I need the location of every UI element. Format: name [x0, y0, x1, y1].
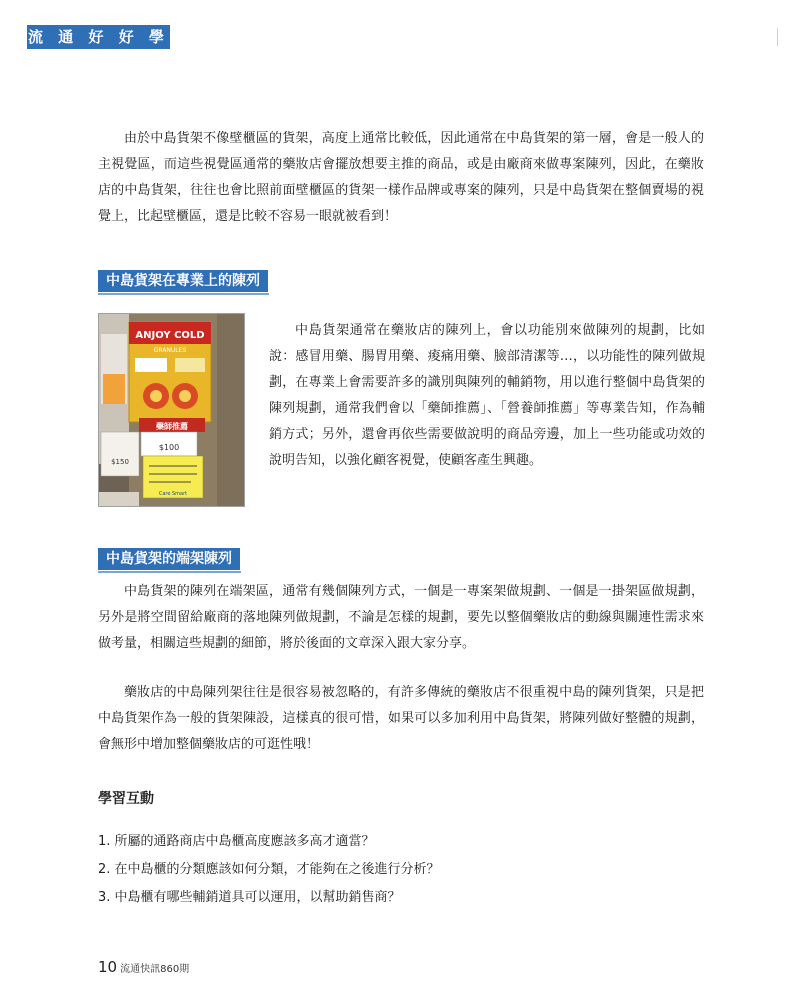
store-logo-text: Care Smart	[158, 491, 188, 497]
page-number: 10	[98, 958, 118, 976]
price-tag-a: $100	[158, 443, 180, 452]
issue-label: 流通快訊860期	[120, 964, 190, 975]
page-footer	[98, 957, 189, 976]
question-item: 1. 所屬的通路商店中島櫃高度應該多高才適當？	[98, 834, 375, 849]
section-tag: 流 通 好 好 學	[27, 25, 170, 49]
section2-heading: 中島貨架的端架陳列	[98, 548, 240, 570]
price-tag-b: $150	[111, 458, 129, 466]
section2-paragraph-1: 中島貨架的陳列在端架區，通常有幾個陳列方式，一個是一專案架做規劃、一個是一掛架區做規劃，另外是將空間留給廠商的落地陳列做規劃，不論是怎樣的規劃，要先以整個藥妝店的動線與關連性需求來做考量，相關這些規劃的細節，將於後面的文章深入跟大家分享。	[98, 584, 704, 651]
question-list	[98, 828, 440, 912]
question-item: 2. 在中島櫃的分類應該如何分類，才能夠在之後進行分析？	[98, 862, 440, 877]
box-brand-text: ANJOY COLD	[135, 330, 205, 341]
section1-heading: 中島貨架在專業上的陳列	[98, 270, 268, 292]
product-shelf-photo	[98, 313, 245, 507]
intro-paragraph: 由於中島貨架不像壁櫃區的貨架，高度上通常比較低，因此通常在中島貨架的第一層，會是一般人的主視覺區，而這些視覺區通常的藥妝店會擺放想要主推的商品，或是由廠商來做專案陳列，因此，在藥妝店的中島貨架，往往也會比照前面壁櫃區的貨架一樣作品牌或專案的陳列，只是中島貨架在整個賣場的視覺上，比起壁櫃區，還是比較不容易一眼就被看到！	[98, 131, 704, 224]
learning-heading: 學習互動	[98, 791, 154, 807]
corner-divider	[777, 28, 778, 46]
question-item: 3. 中島櫃有哪些輔銷道具可以運用，以幫助銷售商？	[98, 890, 401, 905]
box-sub-text: GRANULES	[153, 347, 187, 354]
section2-paragraph-2: 藥妝店的中島陳列架往往是很容易被忽略的，有許多傳統的藥妝店不很重視中島的陳列貨架，只是把中島貨架作為一般的貨架陳設，這樣真的很可惜，如果可以多加利用中島貨架，將陳列做好整體的規劃，會無形中增加整個藥妝店的可逛性哦！	[98, 685, 704, 752]
section1-paragraph: 中島貨架通常在藥妝店的陳列上，會以功能別來做陳列的規劃，比如說：感冒用藥、腸胃用藥、痠痛用藥、臉部清潔等…，以功能性的陳列做規劃，在專業上會需要許多的識別與陳列的輔銷物，用以進行整個中島貨架的陳列規劃，通常我們會以「藥師推薦」、「營養師推薦」等專業告知，作為輔銷方式；另外，還會再依些需要做說明的商品旁邊，加上一些功能或功效的說明告知，以強化顧客視覺，使顧客產生興趣。	[269, 323, 705, 468]
label-banner-text: 藥師推薦	[156, 422, 188, 431]
